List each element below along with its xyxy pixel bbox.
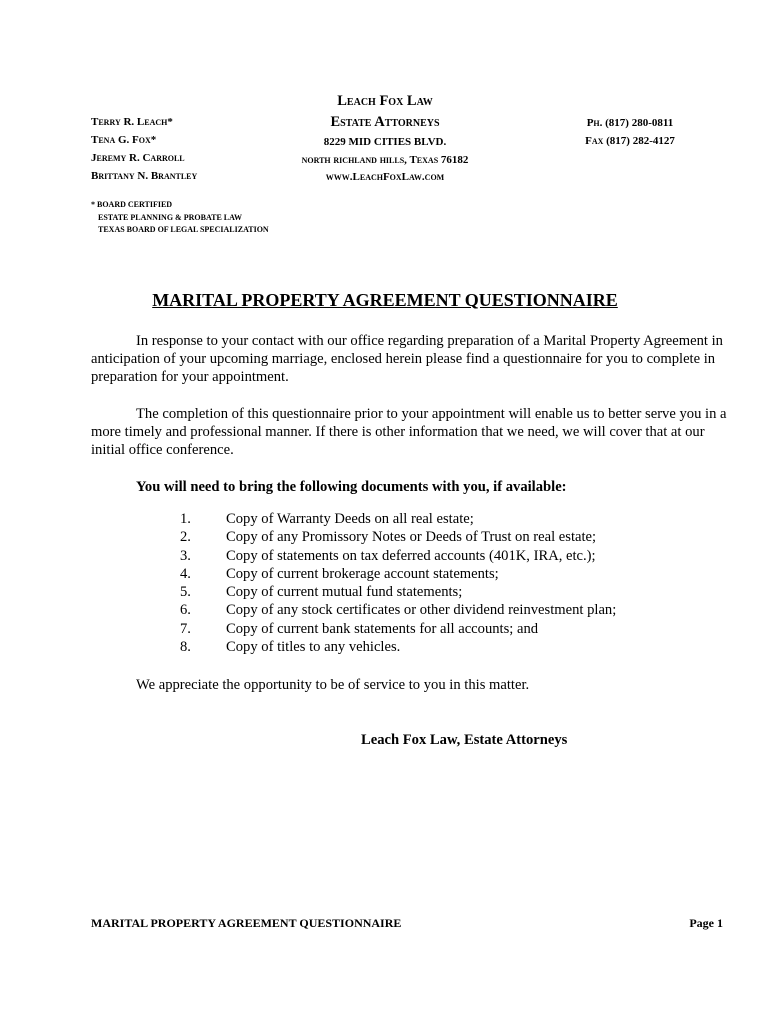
attorney-name: Brittany N. Brantley (91, 170, 198, 182)
list-text: Copy of statements on tax deferred accounts (401K, IRA, etc.); (226, 547, 596, 564)
list-text: Copy of current bank statements for all accounts; and (226, 620, 539, 637)
list-text: Copy of Warranty Deeds on all real estate; (226, 511, 474, 527)
list-item (180, 583, 616, 601)
certification-specialty: ESTATE PLANNING & PROBATE LAW (98, 213, 243, 222)
list-number: 6. (180, 602, 191, 619)
list-number: 2. (180, 529, 191, 546)
firm-name: Leach Fox Law (337, 93, 433, 109)
list-text: Copy of any stock certificates or other dividend reinvestment plan; (226, 602, 617, 619)
list-item (180, 638, 616, 656)
list-number: 5. (180, 584, 191, 601)
completion-paragraph-text: The completion of this questionnaire prior to your appointment will enable us to better serve you in a more timely and professional manner. If there is other information that we need, we will cover that at our initial office conference. (91, 406, 727, 458)
certification-board: TEXAS BOARD OF LEGAL SPECIALIZATION (98, 225, 269, 234)
closing-text: We appreciate the opportunity to be of service to you in this matter. (136, 677, 530, 693)
footer-title: MARITAL PROPERTY AGREEMENT QUESTIONNAIRE (91, 916, 402, 930)
page-number: Page 1 (689, 916, 723, 930)
list-item (180, 528, 616, 546)
list-text: Copy of current brokerage account statements; (226, 565, 499, 582)
list-number: 7. (180, 620, 191, 637)
list-item (180, 601, 616, 619)
list-item (180, 620, 616, 638)
list-number: 1. (180, 511, 191, 527)
certification-note: * BOARD CERTIFIED (91, 200, 173, 209)
list-text: Copy of titles to any vehicles. (226, 639, 401, 656)
intro-paragraph-text: In response to your contact with our office regarding preparation of a Marital Property Agreement in anticipation of your upcoming marriage, enclosed herein please find a questionnaire for you to complete in preparation for your appointment. (91, 333, 723, 385)
firm-website: www.LeachFoxLaw.com (325, 171, 445, 183)
documents-list (180, 510, 616, 656)
completion-paragraph (91, 405, 736, 459)
list-item (180, 547, 616, 565)
firm-city: north richland hills, Texas 76182 (301, 154, 469, 166)
list-text: Copy of current mutual fund statements; (226, 584, 463, 601)
firm-subtitle: Estate Attorneys (330, 114, 440, 130)
document-title: MARITAL PROPERTY AGREEMENT QUESTIONNAIRE (152, 290, 618, 310)
list-number: 4. (180, 565, 191, 582)
attorney-name: Jeremy R. Carroll (91, 152, 185, 164)
firm-phone: Ph. (817) 280-0811 (586, 117, 674, 129)
list-number: 3. (180, 547, 191, 564)
attorney-name: Terry R. Leach* (91, 116, 173, 128)
firm-address: 8229 MID CITIES BLVD. (323, 136, 447, 148)
list-text: Copy of any Promissory Notes or Deeds of Trust on real estate; (226, 529, 597, 546)
signature: Leach Fox Law, Estate Attorneys (361, 732, 568, 748)
documents-heading: You will need to bring the following documents with you, if available: (136, 479, 567, 495)
firm-fax: Fax (817) 282-4127 (585, 135, 675, 147)
list-item (180, 510, 616, 528)
list-number: 8. (180, 639, 191, 656)
intro-paragraph (91, 332, 736, 386)
attorney-name: Tena G. Fox* (91, 134, 157, 146)
list-item (180, 565, 616, 583)
